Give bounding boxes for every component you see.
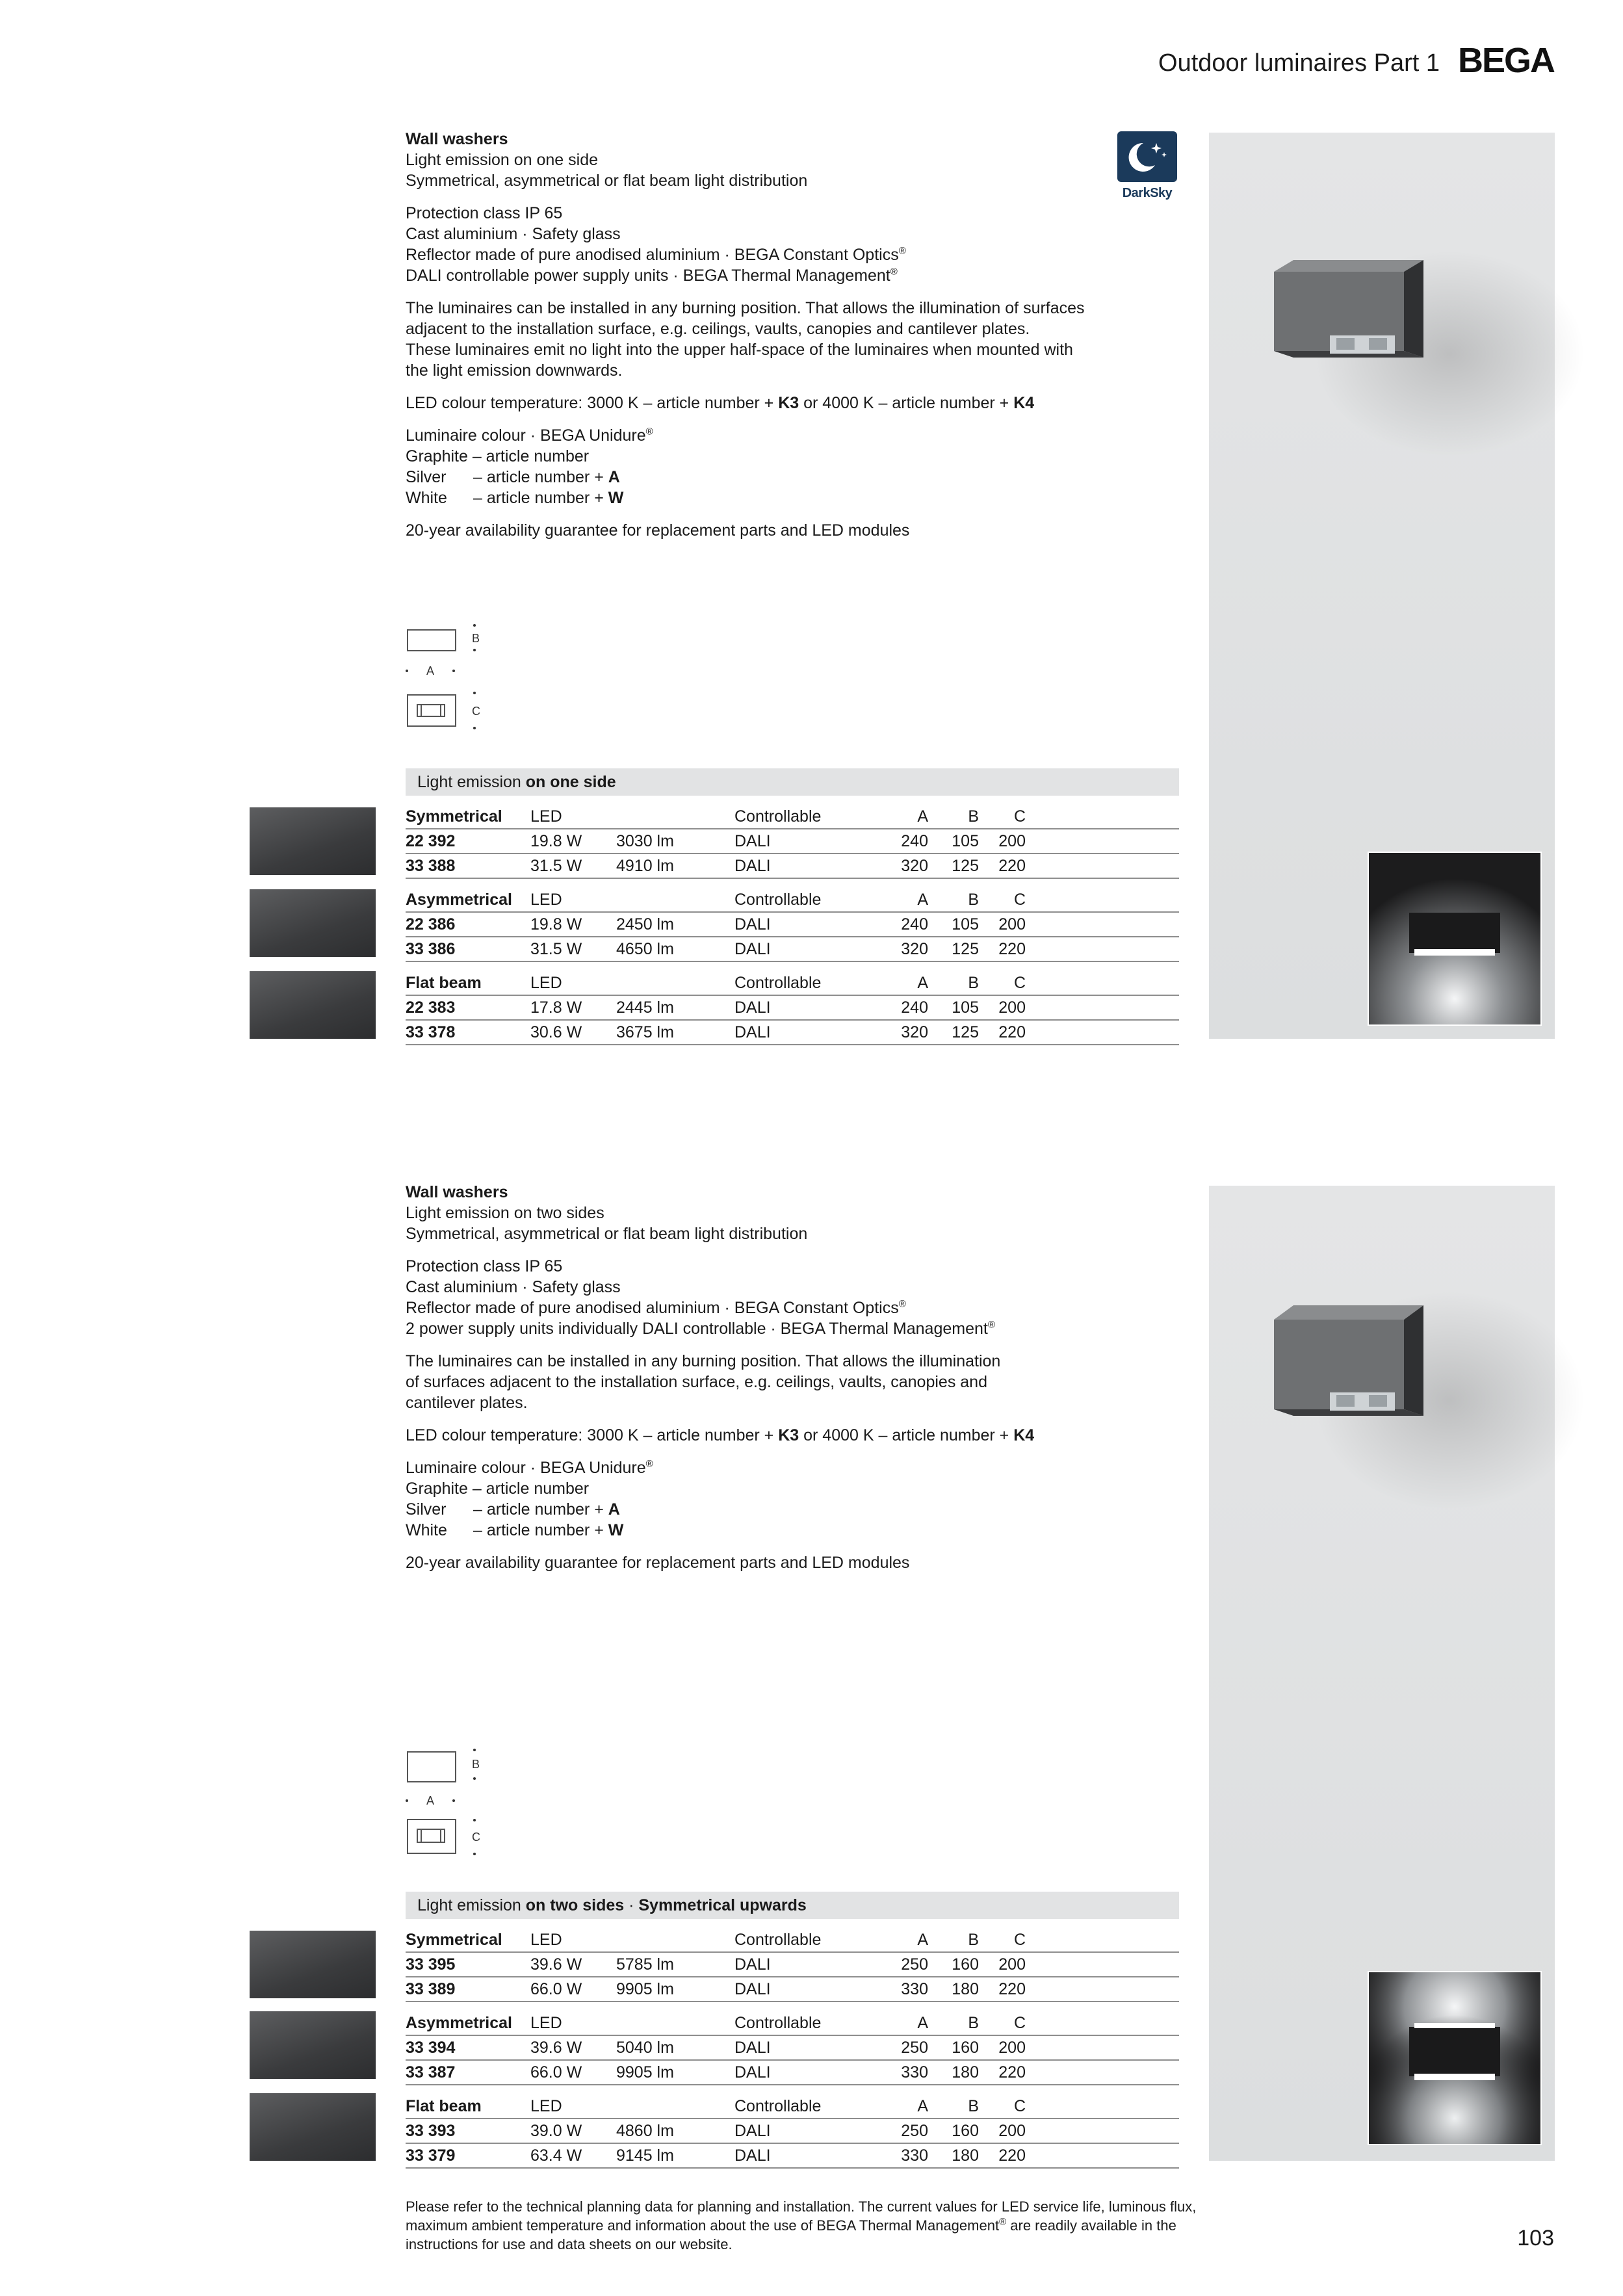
article-number: 33 388 xyxy=(406,857,456,875)
control-type: DALI xyxy=(734,940,771,958)
col-a: A xyxy=(917,807,928,826)
col-a: A xyxy=(917,2014,928,2032)
col-b: B xyxy=(968,1931,979,1949)
wattage: 17.8 W xyxy=(530,998,582,1017)
table-row xyxy=(406,1021,1179,1045)
wattage: 66.0 W xyxy=(530,1980,582,1998)
dimension-a: 240 xyxy=(901,915,928,933)
dim-label-b: B xyxy=(472,1758,480,1771)
dim-label-a: A xyxy=(426,1794,435,1807)
dimension-b: 180 xyxy=(952,1980,979,1998)
luminous-flux: 4910 lm xyxy=(616,857,674,875)
section2-colour-temp: LED colour temperature: 3000 K – article number + K3 or 4000 K – article number + K4 xyxy=(406,1426,1035,1444)
dimension-c: 200 xyxy=(998,2122,1026,2140)
dimension-c: 220 xyxy=(998,2146,1026,2165)
section2-title: Wall washers xyxy=(406,1183,508,1201)
section2-spec1: Protection class IP 65 xyxy=(406,1257,563,1275)
distribution-thumbnail-asymmetrical xyxy=(250,2011,376,2079)
control-type: DALI xyxy=(734,1980,771,1998)
col-controllable: Controllable xyxy=(734,1931,822,1949)
col-led: LED xyxy=(530,1931,562,1949)
section2-graphite: Graphite – article number xyxy=(406,1480,590,1498)
col-led: LED xyxy=(530,891,562,909)
table-row xyxy=(406,913,1179,937)
section2-guarantee: 20-year availability guarantee for replacement parts and LED modules xyxy=(406,1554,910,1572)
distribution-thumbnail-symmetrical xyxy=(250,807,376,875)
section1-line2: Symmetrical, asymmetrical or flat beam light distribution xyxy=(406,172,808,190)
section2-description: Wall washers Light emission on two sides Symmetrical, asymmetrical or flat beam light distribution Protection class IP 65 Cast aluminium · Safety glass Reflector made of pure anodised aluminium · BEGA Constant Optics® 2 power supply units individually DALI controllable · BEGA Thermal Management® The luminaires can be installed in any burning position. That allows the illumination of surfaces adjacent to the installation surface, e.g. ceilings, vaults, canopies and cantilever plates. LED colour temperature: 3000 K – article number + K3 or 4000 K – article number + K4 Luminaire colour · BEGA Unidure® Graphite – article number Silver – article number + A White – article number + W 20-year availability guarantee for replacement parts and LED modules xyxy=(406,1182,1147,1585)
article-number: 22 386 xyxy=(406,915,456,933)
table-row xyxy=(406,2119,1179,2144)
distribution-thumbnail-flat-beam xyxy=(250,2093,376,2161)
group-type: Symmetrical xyxy=(406,1931,502,1949)
section1-spec1: Protection class IP 65 xyxy=(406,204,563,222)
control-type: DALI xyxy=(734,1955,771,1974)
article-number: 33 394 xyxy=(406,2039,456,2057)
wattage: 63.4 W xyxy=(530,2146,582,2165)
section2-table-header: Light emission on two sides · Symmetrical upwards xyxy=(406,1892,1179,1919)
product-group xyxy=(406,971,1179,1045)
control-type: DALI xyxy=(734,1023,771,1041)
product-photo-panel-2 xyxy=(1209,1186,1555,2161)
control-type: DALI xyxy=(734,998,771,1017)
section1-title: Wall washers xyxy=(406,130,508,148)
section1-colour-temp: LED colour temperature: 3000 K – article number + K3 or 4000 K – article number + K4 xyxy=(406,394,1035,412)
luminous-flux: 2445 lm xyxy=(616,998,674,1017)
dimension-a: 240 xyxy=(901,832,928,850)
col-led: LED xyxy=(530,2014,562,2032)
table-row xyxy=(406,996,1179,1021)
dimension-a: 320 xyxy=(901,857,928,875)
section2-dimension-diagram xyxy=(404,1747,495,1851)
table-row xyxy=(406,2036,1179,2061)
dimension-b: 160 xyxy=(952,2039,979,2057)
section1-desc4: the light emission downwards. xyxy=(406,361,623,380)
col-led: LED xyxy=(530,807,562,826)
dimension-c: 200 xyxy=(998,2039,1026,2057)
group-type: Flat beam xyxy=(406,2097,482,2115)
col-b: B xyxy=(968,2014,979,2032)
table-row xyxy=(406,937,1179,962)
footnote-line1: Please refer to the technical planning data for planning and installation. The current values for LED service life, luminous flux, xyxy=(406,2198,1197,2215)
dimension-c: 220 xyxy=(998,2063,1026,2081)
section2-spec4: 2 power supply units individually DALI controllable · BEGA Thermal Management xyxy=(406,1320,988,1338)
col-a: A xyxy=(917,891,928,909)
dimension-b: 180 xyxy=(952,2063,979,2081)
col-b: B xyxy=(968,807,979,826)
section2-line1: Light emission on two sides xyxy=(406,1204,604,1222)
luminous-flux: 4650 lm xyxy=(616,940,674,958)
wattage: 39.0 W xyxy=(530,2122,582,2140)
article-number: 33 387 xyxy=(406,2063,456,2081)
brand-logo: BEGA xyxy=(1457,41,1554,80)
wattage: 30.6 W xyxy=(530,1023,582,1041)
product-group xyxy=(406,1928,1179,2002)
article-number: 33 389 xyxy=(406,1980,456,1998)
distribution-thumbnail-flat-beam xyxy=(250,971,376,1039)
dimension-a: 330 xyxy=(901,2146,928,2165)
table-row xyxy=(406,2144,1179,2169)
col-c: C xyxy=(1013,2097,1026,2115)
col-a: A xyxy=(917,1931,928,1949)
footnote: Please refer to the technical planning data for planning and installation. The current values for LED service life, luminous flux, maximum ambient temperature and information about the use of BEGA Thermal Management® are readily available in the instructions for use and data sheets on our website. xyxy=(406,2197,1290,2254)
section1-spec3: Reflector made of pure anodised aluminium · BEGA Constant Optics xyxy=(406,246,899,264)
product-group xyxy=(406,805,1179,879)
section1-white: White – article number + W xyxy=(406,489,624,507)
col-a: A xyxy=(917,974,928,992)
dimension-c: 220 xyxy=(998,857,1026,875)
group-type: Asymmetrical xyxy=(406,891,512,909)
dimension-c: 200 xyxy=(998,832,1026,850)
luminous-flux: 3675 lm xyxy=(616,1023,674,1041)
section1-line1: Light emission on one side xyxy=(406,151,599,169)
group-header-row xyxy=(406,2011,1179,2036)
dimension-a: 330 xyxy=(901,1980,928,1998)
dimension-b: 125 xyxy=(952,940,979,958)
group-header-row xyxy=(406,1928,1179,1953)
table-row xyxy=(406,2061,1179,2085)
group-type: Flat beam xyxy=(406,974,482,992)
dimension-c: 220 xyxy=(998,1023,1026,1041)
control-type: DALI xyxy=(734,832,771,850)
wattage: 66.0 W xyxy=(530,2063,582,2081)
section2-desc2: of surfaces adjacent to the installation surface, e.g. ceilings, vaults, canopies and xyxy=(406,1373,987,1391)
dimension-a: 250 xyxy=(901,2122,928,2140)
luminaire-product-image xyxy=(1274,260,1462,384)
col-c: C xyxy=(1013,807,1026,826)
col-led: LED xyxy=(530,2097,562,2115)
col-led: LED xyxy=(530,974,562,992)
group-type: Asymmetrical xyxy=(406,2014,512,2032)
dimension-c: 220 xyxy=(998,940,1026,958)
col-b: B xyxy=(968,891,979,909)
section1-desc2: adjacent to the installation surface, e.g. ceilings, vaults, canopies and cantilever plates. xyxy=(406,320,1030,338)
luminaire-product-image xyxy=(1274,1305,1462,1435)
wattage: 39.6 W xyxy=(530,1955,582,1974)
dimension-c: 200 xyxy=(998,1955,1026,1974)
dimension-c: 200 xyxy=(998,998,1026,1017)
col-c: C xyxy=(1013,2014,1026,2032)
section1-description: Wall washers Light emission on one side Symmetrical, asymmetrical or flat beam light distribution Protection class IP 65 Cast aluminium · Safety glass Reflector made of pure anodised aluminium · BEGA Constant Optics® DALI controllable power supply units · BEGA Thermal Management® The luminaires can be installed in any burning position. That allows the illumination of surfaces adjacent to the installation surface, e.g. ceilings, vaults, canopies and cantilever plates. These luminaires emit no light into the upper half-space of the luminaires when mounted with the light emission downwards. LED colour temperature: 3000 K – article number + K3 or 4000 K – article number + K4 Luminaire colour · BEGA Unidure® Graphite – article number Silver – article number + A White – article number + W 20-year availability guarantee for replacement parts and LED modules xyxy=(406,129,1147,553)
col-c: C xyxy=(1013,974,1026,992)
dimension-a: 320 xyxy=(901,1023,928,1041)
col-controllable: Controllable xyxy=(734,891,822,909)
luminous-flux: 5040 lm xyxy=(616,2039,674,2057)
wattage: 19.8 W xyxy=(530,915,582,933)
section2-desc1: The luminaires can be installed in any burning position. That allows the illumination xyxy=(406,1352,1001,1370)
control-type: DALI xyxy=(734,915,771,933)
dimension-b: 105 xyxy=(952,998,979,1017)
dim-label-a: A xyxy=(426,664,435,677)
darksky-label: DarkSky xyxy=(1122,186,1173,200)
product-group xyxy=(406,888,1179,962)
table-row xyxy=(406,1977,1179,2002)
col-b: B xyxy=(968,974,979,992)
group-header-row xyxy=(406,888,1179,913)
dimension-b: 105 xyxy=(952,915,979,933)
dimension-b: 160 xyxy=(952,2122,979,2140)
section1-graphite: Graphite – article number xyxy=(406,447,590,465)
dimension-c: 220 xyxy=(998,1980,1026,1998)
luminous-flux: 2450 lm xyxy=(616,915,674,933)
article-number: 33 386 xyxy=(406,940,456,958)
col-c: C xyxy=(1013,1931,1026,1949)
table-row xyxy=(406,854,1179,879)
table-row xyxy=(406,1953,1179,1977)
section1-table-header: Light emission on one side xyxy=(406,768,1179,796)
article-number: 33 393 xyxy=(406,2122,456,2140)
luminous-flux: 9905 lm xyxy=(616,1980,674,1998)
dimension-a: 240 xyxy=(901,998,928,1017)
light-effect-photo-2 xyxy=(1368,1971,1542,2145)
section2-spec3: Reflector made of pure anodised aluminium · BEGA Constant Optics xyxy=(406,1299,899,1317)
footnote-line3: instructions for use and data sheets on our website. xyxy=(406,2236,733,2252)
section2-desc3: cantilever plates. xyxy=(406,1394,528,1412)
group-type: Symmetrical xyxy=(406,807,502,826)
table-row xyxy=(406,829,1179,854)
section1-dimension-diagram xyxy=(404,623,495,727)
wattage: 31.5 W xyxy=(530,857,582,875)
wattage: 31.5 W xyxy=(530,940,582,958)
dimension-b: 180 xyxy=(952,2146,979,2165)
distribution-thumbnail-symmetrical xyxy=(250,1931,376,1998)
section1-spec2: Cast aluminium · Safety glass xyxy=(406,225,621,243)
section2-lum-colour: Luminaire colour · BEGA Unidure xyxy=(406,1459,646,1477)
section1-lum-colour: Luminaire colour · BEGA Unidure xyxy=(406,426,646,445)
article-number: 33 379 xyxy=(406,2146,456,2165)
dimension-a: 320 xyxy=(901,940,928,958)
section1-product-table xyxy=(406,768,1179,1045)
dimension-a: 330 xyxy=(901,2063,928,2081)
col-c: C xyxy=(1013,891,1026,909)
section2-white: White – article number + W xyxy=(406,1521,624,1539)
group-header-row xyxy=(406,2094,1179,2119)
article-number: 33 395 xyxy=(406,1955,456,1974)
footnote-line2b: are readily available in the xyxy=(1006,2217,1176,2234)
light-effect-photo-1 xyxy=(1368,852,1542,1026)
col-controllable: Controllable xyxy=(734,2014,822,2032)
luminous-flux: 5785 lm xyxy=(616,1955,674,1974)
section2-product-table xyxy=(406,1892,1179,2169)
group-header-row xyxy=(406,971,1179,996)
article-number: 22 392 xyxy=(406,832,456,850)
control-type: DALI xyxy=(734,2146,771,2165)
article-number: 33 378 xyxy=(406,1023,456,1041)
dimension-b: 160 xyxy=(952,1955,979,1974)
dimension-b: 105 xyxy=(952,832,979,850)
section1-desc1: The luminaires can be installed in any burning position. That allows the illumination of surfaces xyxy=(406,299,1085,317)
col-a: A xyxy=(917,2097,928,2115)
dim-label-c: C xyxy=(472,1831,480,1844)
group-header-row xyxy=(406,805,1179,829)
wattage: 19.8 W xyxy=(530,832,582,850)
dimension-a: 250 xyxy=(901,2039,928,2057)
section1-silver: Silver – article number + A xyxy=(406,468,620,486)
page-number: 103 xyxy=(1517,2226,1554,2250)
dimension-a: 250 xyxy=(901,1955,928,1974)
control-type: DALI xyxy=(734,2039,771,2057)
section2-line2: Symmetrical, asymmetrical or flat beam light distribution xyxy=(406,1225,808,1243)
luminous-flux: 3030 lm xyxy=(616,832,674,850)
footnote-line2a: maximum ambient temperature and information about the use of BEGA Thermal Management xyxy=(406,2217,1000,2234)
section1-guarantee: 20-year availability guarantee for replacement parts and LED modules xyxy=(406,521,910,540)
control-type: DALI xyxy=(734,857,771,875)
wattage: 39.6 W xyxy=(530,2039,582,2057)
section2-spec2: Cast aluminium · Safety glass xyxy=(406,1278,621,1296)
catalog-section-title: Outdoor luminaires Part 1 xyxy=(1158,49,1440,77)
luminous-flux: 4860 lm xyxy=(616,2122,674,2140)
dimension-c: 200 xyxy=(998,915,1026,933)
control-type: DALI xyxy=(734,2122,771,2140)
article-number: 22 383 xyxy=(406,998,456,1017)
col-controllable: Controllable xyxy=(734,2097,822,2115)
product-group xyxy=(406,2011,1179,2085)
luminous-flux: 9905 lm xyxy=(616,2063,674,2081)
dimension-b: 125 xyxy=(952,1023,979,1041)
col-b: B xyxy=(968,2097,979,2115)
dim-label-c: C xyxy=(472,705,480,718)
dim-label-b: B xyxy=(472,632,480,645)
col-controllable: Controllable xyxy=(734,974,822,992)
control-type: DALI xyxy=(734,2063,771,2081)
distribution-thumbnail-asymmetrical xyxy=(250,889,376,957)
section1-spec4: DALI controllable power supply units · BEGA Thermal Management xyxy=(406,267,890,285)
product-photo-panel-1 xyxy=(1209,133,1555,1039)
dimension-b: 125 xyxy=(952,857,979,875)
section1-desc3: These luminaires emit no light into the upper half-space of the luminaires when mounted with xyxy=(406,341,1073,359)
luminous-flux: 9145 lm xyxy=(616,2146,674,2165)
section2-silver: Silver – article number + A xyxy=(406,1500,620,1519)
col-controllable: Controllable xyxy=(734,807,822,826)
product-group xyxy=(406,2094,1179,2169)
